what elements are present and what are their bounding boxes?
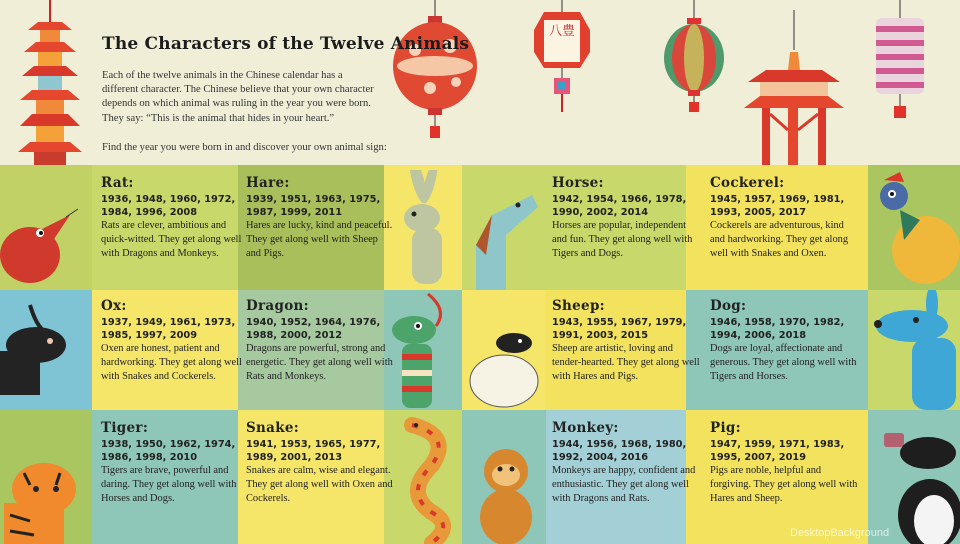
sign-snake (246, 420, 394, 506)
lantern-characters: 八豊 (548, 24, 575, 39)
rat-illustration (0, 195, 80, 290)
watermark: DesktopBackground (790, 527, 890, 539)
dragon-illustration (388, 290, 462, 410)
sign-description: Cockerels are adventurous, kind and hardworking. They get along well with Snakes and Oxen. (710, 220, 849, 259)
sign-years: 1946, 1958, 1970, 1982, 1994, 2006, 2018 (710, 317, 845, 341)
sign-description: Oxen are honest, patient and hardworking. They get along well with Snakes and Cockerels. (101, 343, 242, 382)
sign-years: 1939, 1951, 1963, 1975, 1987, 1999, 2011 (246, 194, 381, 218)
sign-years: 1945, 1957, 1969, 1981, 1993, 2005, 2017 (710, 194, 845, 218)
sign-years: 1944, 1956, 1968, 1980, 1992, 2004, 2016 (552, 439, 687, 463)
sign-rat (101, 175, 249, 261)
sign-horse (552, 175, 700, 261)
sign-pig (710, 420, 858, 506)
sign-description: Tigers are brave, powerful and daring. They get along well with Horses and Dogs. (101, 465, 237, 504)
sign-monkey (552, 420, 700, 506)
tiger-illustration (0, 455, 84, 544)
cockerel-illustration (870, 170, 960, 288)
sign-description: Dragons are powerful, strong and energetic. They get along well with Rats and Monkeys. (246, 343, 393, 382)
intro-paragraph: Each of the twelve animals in the Chinese calendar has a different character. The Chinese believe that your own character depends on which animal was ruling in the year you were born. They say: “This is the animal that hides in your heart.” (102, 70, 374, 124)
sign-cockerel (710, 175, 858, 261)
monkey-illustration (470, 445, 542, 544)
snake-illustration (392, 415, 464, 544)
sign-years: 1941, 1953, 1965, 1977, 1989, 2001, 2013 (246, 439, 381, 463)
sign-dog (710, 298, 858, 384)
sign-description: Rats are clever, ambitious and quick-witted. They get along well with Dragons and Monkeys. (101, 220, 242, 259)
sign-dragon (246, 298, 394, 384)
sheep-illustration (462, 325, 546, 410)
sign-name: Tiger: (101, 420, 149, 436)
sign-name: Horse: (552, 175, 604, 191)
sign-description: Sheep are artistic, loving and tender-hearted. They get along well with Hares and Pigs. (552, 343, 700, 382)
sign-name: Rat: (101, 175, 134, 191)
sign-ox (101, 298, 249, 384)
sign-tiger (101, 420, 249, 506)
sign-name: Ox: (101, 298, 127, 314)
lantern-character-illustration (532, 0, 592, 115)
sign-years: 1947, 1959, 1971, 1983, 1995, 2007, 2019 (710, 439, 845, 463)
sign-sheep (552, 298, 700, 384)
sign-hare (246, 175, 394, 261)
horse-illustration (462, 185, 542, 290)
sign-description: Horses are popular, independent and fun. They get along well with Tigers and Dogs. (552, 220, 693, 259)
sign-description: Hares are lucky, kind and peaceful. They get along well with Sheep and Pigs. (246, 220, 393, 259)
dog-illustration (872, 290, 960, 410)
sign-name: Dog: (710, 298, 747, 314)
find-instruction: Find the year you were born in and discover your own animal sign: (102, 142, 387, 153)
lantern-green-illustration (662, 0, 726, 115)
sign-description: Dogs are loyal, affectionate and generous. They get along well with Tigers and Horses. (710, 343, 857, 382)
sign-name: Pig: (710, 420, 741, 436)
pavilion-illustration (742, 10, 844, 168)
lantern-striped-illustration (872, 0, 928, 125)
pig-illustration (874, 423, 960, 544)
lantern-round-illustration (390, 0, 480, 145)
sign-name: Cockerel: (710, 175, 785, 191)
sign-description: Pigs are noble, helpful and forgiving. They get along well with Hares and Sheep. (710, 465, 858, 504)
page-title: The Characters of the Twelve Animals (102, 34, 470, 54)
sign-name: Dragon: (246, 298, 309, 314)
sign-name: Snake: (246, 420, 300, 436)
hare-illustration (388, 170, 458, 288)
sign-years: 1943, 1955, 1967, 1979, 1991, 2003, 2015 (552, 317, 687, 341)
sign-name: Hare: (246, 175, 290, 191)
sign-years: 1938, 1950, 1962, 1974, 1986, 1998, 2010 (101, 439, 236, 463)
sign-years: 1936, 1948, 1960, 1972, 1984, 1996, 2008 (101, 194, 236, 218)
sign-description: Snakes are calm, wise and elegant. They get along well with Oxen and Cockerels. (246, 465, 393, 504)
sign-name: Monkey: (552, 420, 619, 436)
pagoda-illustration (18, 0, 82, 168)
sign-years: 1940, 1952, 1964, 1976, 1988, 2000, 2012 (246, 317, 381, 341)
ox-illustration (0, 295, 80, 395)
header (0, 0, 960, 165)
sign-years: 1937, 1949, 1961, 1973, 1985, 1997, 2009 (101, 317, 236, 341)
animal-grid (0, 165, 960, 544)
sign-name: Sheep: (552, 298, 605, 314)
sign-years: 1942, 1954, 1966, 1978, 1990, 2002, 2014 (552, 194, 687, 218)
sign-description: Monkeys are happy, confident and enthusiastic. They get along well with Dragons and Rats. (552, 465, 696, 504)
